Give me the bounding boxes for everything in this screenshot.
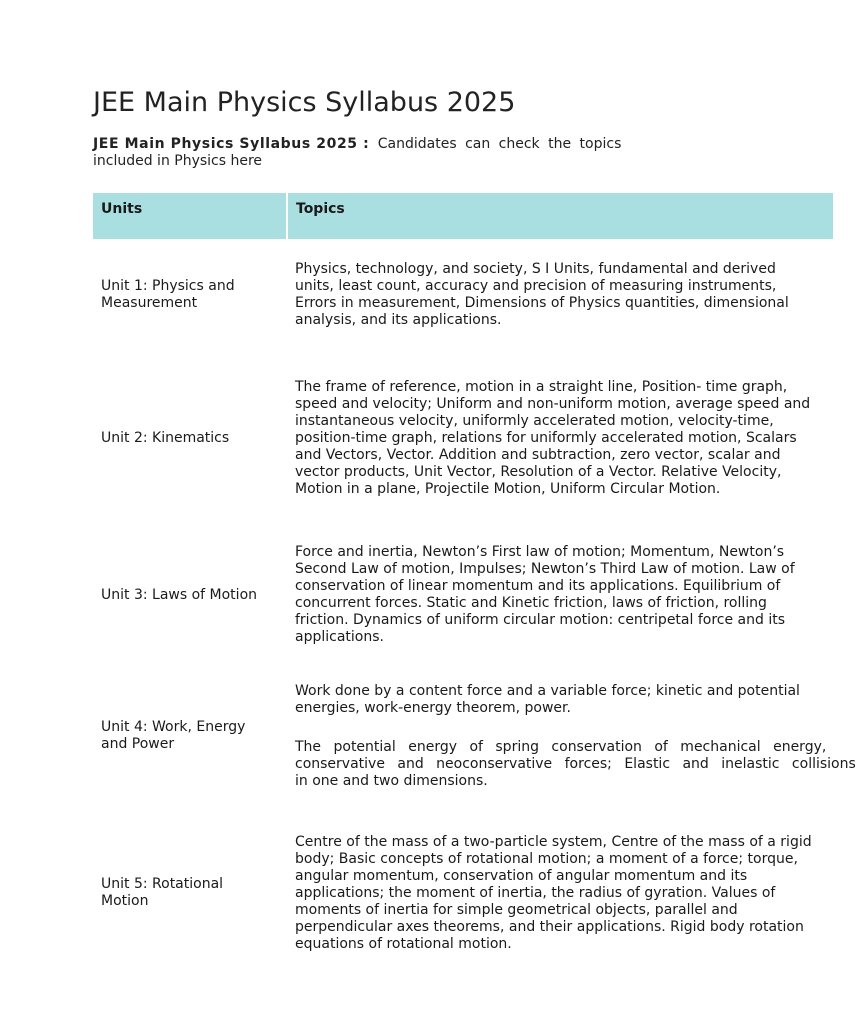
topic-line: body; Basic concepts of rotational motion; a moment of a force; torque, (295, 850, 798, 867)
units-column-header: Units (93, 193, 287, 239)
topics-cell (287, 239, 833, 351)
topic-line: Work done by a content force and a variable force; kinetic and potential (295, 682, 800, 699)
unit-cell (93, 239, 287, 351)
topic-line: angular momentum, conservation of angular momentum and its (295, 867, 748, 884)
intro-text-line2: included in Physics here (93, 153, 263, 169)
topic-line: position-time graph, relations for uniformly accelerated motion, Scalars (295, 429, 797, 446)
page-title: JEE Main Physics Syllabus 2025 (93, 87, 516, 118)
table-row (93, 351, 833, 525)
unit-cell (93, 351, 287, 525)
topic-line: conservative and neoconservative forces; Elastic and inelastic collisions (295, 755, 856, 772)
topic-line: The frame of reference, motion in a straight line, Position- time graph, (295, 378, 788, 395)
topic-line: Physics, technology, and society, S I Units, fundamental and derived (295, 261, 776, 277)
topic-line: equations of rotational motion. (295, 935, 512, 952)
table-header-row (93, 193, 833, 239)
topics-cell (287, 525, 833, 665)
table-row (93, 665, 833, 807)
topic-line: applications. (295, 629, 384, 645)
topic-line: moments of inertia for simple geometrical objects, parallel and (295, 901, 738, 918)
topic-line: concurrent forces. Static and Kinetic friction, laws of friction, rolling (295, 595, 767, 611)
topic-line: applications; the moment of inertia, the radius of gyration. Values of (295, 884, 776, 901)
topic-line: vector products, Unit Vector, Resolution of a Vector. Relative Velocity, (295, 463, 782, 480)
unit-name-cont: Motion (101, 893, 149, 909)
unit-cell (93, 665, 287, 807)
topic-line: Second Law of motion, Impulses; Newton’s Third Law of motion. Law of (295, 561, 795, 577)
table-row (93, 807, 833, 979)
topics-cell (287, 665, 856, 807)
unit-name: Unit 4: Work, Energy (101, 719, 246, 735)
paragraph-gap (295, 717, 825, 739)
topic-line: conservation of linear momentum and its applications. Equilibrium of (295, 578, 781, 594)
unit-name: Unit 3: Laws of Motion (101, 586, 258, 603)
topic-line: analysis, and its applications. (295, 312, 502, 328)
topic-line: in one and two dimensions. (295, 772, 488, 789)
document-page (93, 0, 856, 1024)
topics-cell (287, 807, 833, 979)
unit-name: Unit 5: Rotational (101, 876, 224, 892)
intro-paragraph (93, 136, 674, 170)
topic-line: Motion in a plane, Projectile Motion, Uniform Circular Motion. (295, 480, 721, 497)
topic-line: speed and velocity; Uniform and non-uniform motion, average speed and (295, 395, 811, 412)
table-row (93, 239, 833, 351)
topic-line: Force and inertia, Newton’s First law of motion; Momentum, Newton’s (295, 544, 785, 560)
topic-line: instantaneous velocity, uniformly accelerated motion, velocity-time, (295, 412, 774, 429)
topic-line: Errors in measurement, Dimensions of Physics quantities, dimensional (295, 295, 789, 311)
table-row (93, 525, 833, 665)
intro-text: Candidates can check the topics (369, 136, 622, 152)
unit-name: Unit 1: Physics and (101, 278, 235, 294)
syllabus-table (93, 193, 856, 979)
unit-cell (93, 525, 287, 665)
topics-cell (287, 351, 833, 525)
topic-line: friction. Dynamics of uniform circular motion: centripetal force and its (295, 612, 786, 628)
unit-name-cont: and Power (101, 736, 175, 752)
unit-cell (93, 807, 287, 979)
topic-line: energies, work-energy theorem, power. (295, 699, 571, 716)
unit-name-cont: Measurement (101, 295, 198, 311)
topic-line: and Vectors, Vector. Addition and subtraction, zero vector, scalar and (295, 446, 781, 463)
topics-column-header: Topics (287, 193, 833, 239)
topic-line: perpendicular axes theorems, and their applications. Rigid body rotation (295, 918, 804, 935)
intro-lead: JEE Main Physics Syllabus 2025 : (93, 136, 370, 152)
topic-line: units, least count, accuracy and precision of measuring instruments, (295, 278, 777, 294)
topic-line: The potential energy of spring conservation of mechanical energy, (295, 738, 827, 755)
unit-name: Unit 2: Kinematics (101, 429, 230, 446)
topic-line: Centre of the mass of a two-particle system, Centre of the mass of a rigid (295, 833, 812, 850)
